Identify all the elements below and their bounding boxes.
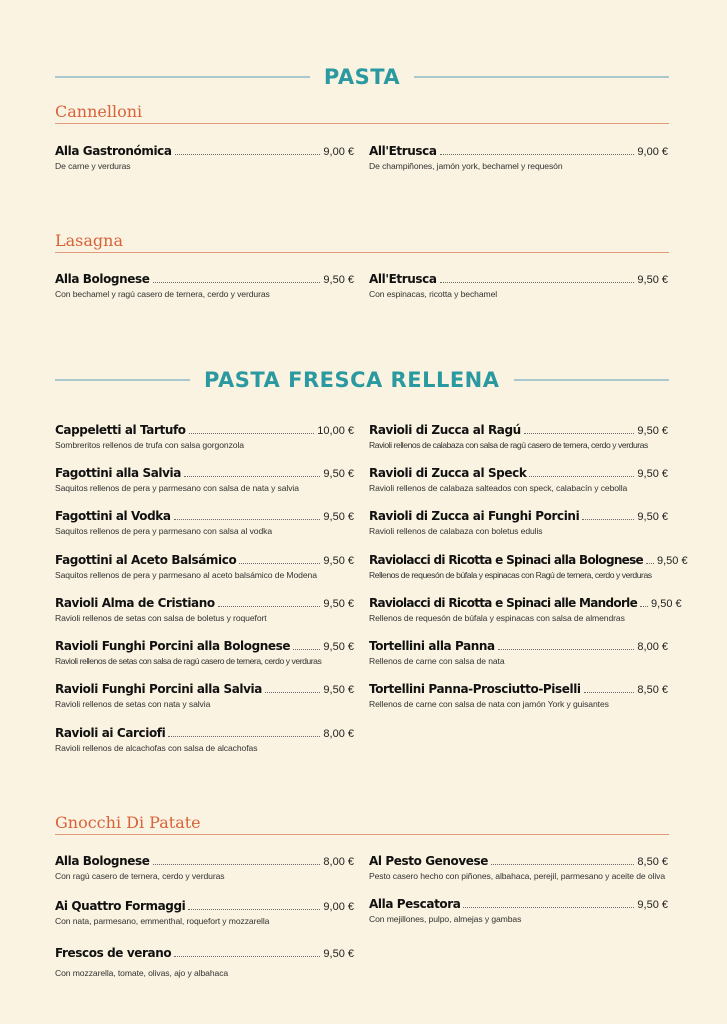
item-name: Ravioli di Zucca al Speck <box>369 466 527 480</box>
item-price: 9,50 € <box>323 468 354 480</box>
item-name: Ravioli di Zucca ai Funghi Porcini <box>369 509 580 523</box>
dot-leader <box>153 854 321 865</box>
section-title: PASTA <box>323 65 401 89</box>
section-header-pasta <box>55 62 669 92</box>
item-name: Alla Bolognese <box>55 272 150 286</box>
dot-leader <box>584 682 635 693</box>
item-name: Fagottini al Vodka <box>55 509 171 523</box>
menu-item <box>55 143 354 172</box>
item-price: 9,00 € <box>323 901 354 913</box>
item-name: Raviolacci di Ricotta e Spinaci alle Mandorle <box>369 596 638 610</box>
item-name: Tortellini Panna-Prosciutto-Piselli <box>369 682 581 696</box>
item-name: Alla Bolognese <box>55 854 150 868</box>
dot-leader <box>529 466 634 477</box>
item-description: Con bechamel y ragú casero de ternera, cerdo y verduras <box>55 289 270 299</box>
menu-item <box>55 638 354 667</box>
item-description: Ravioli rellenos de alcachofas con salsa de alcachofas <box>55 743 258 753</box>
subsection-title-lasagna: Lasagna <box>55 231 669 253</box>
item-description: Sombreritos rellenos de trufa con salsa gorgonzola <box>55 440 244 450</box>
item-price: 9,50 € <box>323 948 354 960</box>
item-price: 9,00 € <box>323 146 354 158</box>
menu-item <box>55 422 354 451</box>
dot-leader <box>440 144 635 155</box>
dot-leader <box>491 854 634 865</box>
item-name: All'Etrusca <box>369 272 437 286</box>
subsection-title-cannelloni: Cannelloni <box>55 102 669 124</box>
item-price: 9,50 € <box>323 598 354 610</box>
item-description: Ravioli rellenos de calabaza con boletus edulis <box>369 526 543 536</box>
item-price: 9,50 € <box>323 274 354 286</box>
item-price: 9,50 € <box>323 641 354 653</box>
menu-item <box>369 465 668 494</box>
item-price: 8,00 € <box>323 856 354 868</box>
dot-leader <box>293 639 320 650</box>
item-description: Con ragú casero de ternera, cerdo y verduras <box>55 871 225 881</box>
item-description: Con mejillones, pulpo, almejas y gambas <box>369 914 522 924</box>
item-description: Con mozzarella, tomate, olivas, ajo y albahaca <box>55 968 229 978</box>
item-name: Fagottini alla Salvia <box>55 466 181 480</box>
dot-leader <box>218 596 321 607</box>
item-description: Ravioli rellenos de setas con salsa de ragú casero de ternera, cerdo y verduras <box>55 656 322 666</box>
item-price: 9,50 € <box>323 684 354 696</box>
menu-item <box>369 681 668 710</box>
menu-item <box>55 853 354 882</box>
dot-leader <box>189 423 315 434</box>
menu-item <box>55 271 354 300</box>
dot-leader <box>188 899 320 910</box>
menu-item <box>369 552 688 581</box>
menu-item <box>55 552 354 581</box>
item-name: Ravioli Funghi Porcini alla Salvia <box>55 682 262 696</box>
divider <box>514 379 669 381</box>
divider <box>55 379 190 381</box>
item-price: 9,50 € <box>657 555 688 567</box>
divider <box>414 76 669 78</box>
item-description: Rellenos de requesón de búfala y espinacas con Ragú de ternera, cerdo y verduras <box>369 570 652 580</box>
item-name: All'Etrusca <box>369 144 437 158</box>
menu-item <box>55 945 354 979</box>
item-name: Alla Pescatora <box>369 897 461 911</box>
dot-leader <box>168 726 320 737</box>
item-price: 9,50 € <box>637 468 668 480</box>
item-description: Con nata, parmesano, emmenthal, roquefort y mozzarella <box>55 916 270 926</box>
item-price: 9,50 € <box>637 899 668 911</box>
dot-leader <box>646 553 654 564</box>
item-name: Raviolacci di Ricotta e Spinaci alla Bolognese <box>369 553 643 567</box>
dot-leader <box>153 272 321 283</box>
item-description: De champiñones, jamón york, bechamel y requesón <box>369 161 563 171</box>
item-price: 8,50 € <box>637 856 668 868</box>
item-description: Rellenos de carne con salsa de nata <box>369 656 505 666</box>
item-price: 9,50 € <box>651 598 682 610</box>
item-description: Saquitos rellenos de pera y parmesano con salsa al vodka <box>55 526 273 536</box>
menu-item <box>55 465 354 494</box>
menu-item <box>55 681 354 710</box>
dot-leader <box>184 466 320 477</box>
menu-item <box>369 271 668 300</box>
item-description: Saquitos rellenos de pera y parmesano al aceto balsámico de Modena <box>55 570 317 580</box>
dot-leader <box>582 509 634 520</box>
item-description: Ravioli rellenos de setas con salsa de boletus y roquefort <box>55 613 267 623</box>
item-name: Frescos de verano <box>55 946 172 960</box>
menu-item <box>369 595 682 624</box>
dot-leader <box>265 682 320 693</box>
menu-item <box>369 508 668 537</box>
item-name: Ravioli ai Carciofi <box>55 726 166 740</box>
menu-item <box>369 896 668 925</box>
item-description: De carne y verduras <box>55 161 131 171</box>
item-description: Ravioli rellenos de calabaza con salsa de ragú casero de ternera, cerdo y verduras <box>369 440 648 450</box>
menu-item <box>55 898 354 927</box>
menu-item <box>369 422 668 451</box>
item-name: Ai Quattro Formaggi <box>55 899 186 913</box>
item-price: 9,50 € <box>323 511 354 523</box>
menu-item <box>369 853 668 882</box>
item-description: Rellenos de requesón de búfala y espinacas con salsa de almendras <box>369 613 625 623</box>
item-price: 9,50 € <box>637 425 668 437</box>
item-name: Tortellini alla Panna <box>369 639 495 653</box>
section-header-pasta-fresca <box>55 365 669 395</box>
item-name: Alla Gastronómica <box>55 144 172 158</box>
item-name: Cappeletti al Tartufo <box>55 423 186 437</box>
item-price: 8,00 € <box>637 641 668 653</box>
menu-item <box>369 143 668 172</box>
menu-item <box>55 595 354 624</box>
item-name: Ravioli di Zucca al Ragú <box>369 423 521 437</box>
item-description: Ravioli rellenos de calabaza salteados con speck, calabacín y cebolla <box>369 483 628 493</box>
dot-leader <box>640 596 648 607</box>
dot-leader <box>174 946 320 957</box>
item-price: 10,00 € <box>317 425 354 437</box>
item-description: Rellenos de carne con salsa de nata con jamón York y guisantes <box>369 699 609 709</box>
item-name: Ravioli Alma de Cristiano <box>55 596 215 610</box>
menu-item <box>369 638 668 667</box>
item-price: 9,50 € <box>637 511 668 523</box>
item-description: Con espinacas, ricotta y bechamel <box>369 289 498 299</box>
item-price: 8,50 € <box>637 684 668 696</box>
item-price: 9,50 € <box>637 274 668 286</box>
subsection-title-gnocchi: Gnocchi Di Patate <box>55 813 669 835</box>
dot-leader <box>175 144 321 155</box>
section-title: PASTA FRESCA RELLENA <box>204 368 500 392</box>
dot-leader <box>463 897 634 908</box>
divider <box>55 76 310 78</box>
dot-leader <box>524 423 635 434</box>
item-price: 9,00 € <box>637 146 668 158</box>
item-description: Pesto casero hecho con piñones, albahaca, perejil, parmesano y aceite de oliva <box>369 871 666 881</box>
item-name: Fagottini al Aceto Balsámico <box>55 553 237 567</box>
item-price: 8,00 € <box>323 728 354 740</box>
dot-leader <box>174 509 321 520</box>
dot-leader <box>440 272 635 283</box>
item-price: 9,50 € <box>323 555 354 567</box>
menu-item <box>55 725 354 754</box>
item-name: Al Pesto Genovese <box>369 854 489 868</box>
item-description: Saquitos rellenos de pera y parmesano con salsa de nata y salvia <box>55 483 299 493</box>
menu-item <box>55 508 354 537</box>
item-description: Ravioli rellenos de setas con nata y salvia <box>55 699 211 709</box>
item-name: Ravioli Funghi Porcini alla Bolognese <box>55 639 291 653</box>
dot-leader <box>498 639 635 650</box>
dot-leader <box>239 553 320 564</box>
